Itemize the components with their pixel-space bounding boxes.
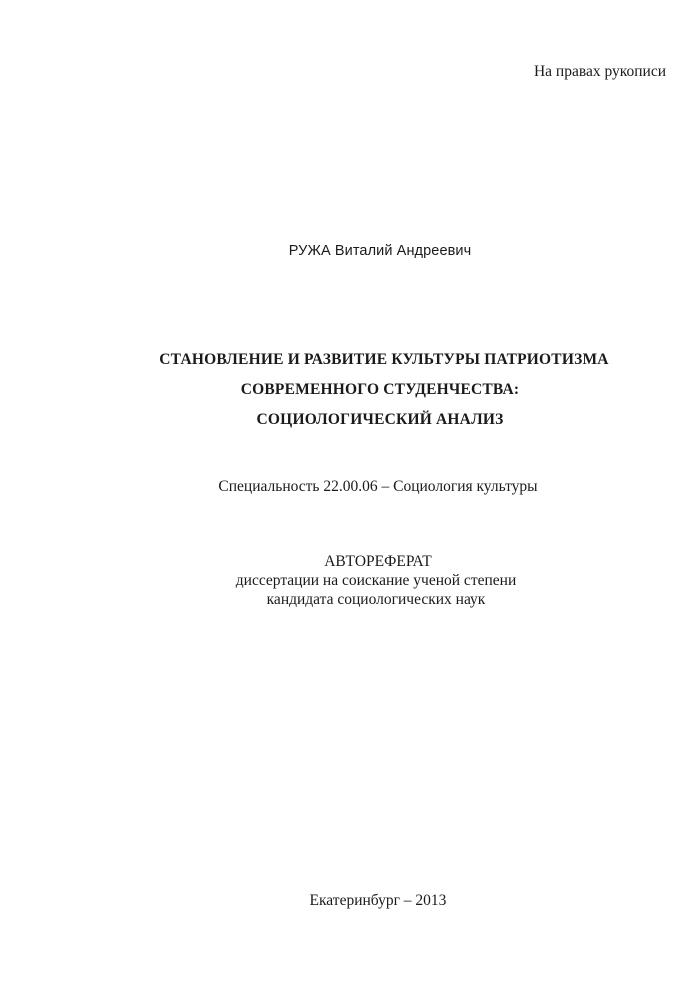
title-line-1: СТАНОВЛЕНИЕ И РАЗВИТИЕ КУЛЬТУРЫ ПАТРИОТИЗМА [159, 351, 609, 368]
title-line-3: СОЦИОЛОГИЧЕСКИЙ АНАЛИЗ [256, 411, 504, 428]
abstract-degree-line-2: кандидата социологических наук [266, 591, 486, 608]
abstract-degree-line-1: диссертации на соискание ученой степени [235, 572, 517, 589]
author-name: РУЖА Виталий Андреевич [288, 243, 472, 259]
city-year: Екатеринбург – 2013 [309, 892, 447, 909]
title-line-2: СОВРЕМЕННОГО СТУДЕНЧЕСТВА: [240, 381, 520, 398]
specialty-text: Специальность 22.00.06 – Социология культуры [218, 478, 538, 495]
abstract-heading: АВТОРЕФЕРАТ [324, 553, 432, 570]
rights-note: На правах рукописи [533, 63, 666, 80]
